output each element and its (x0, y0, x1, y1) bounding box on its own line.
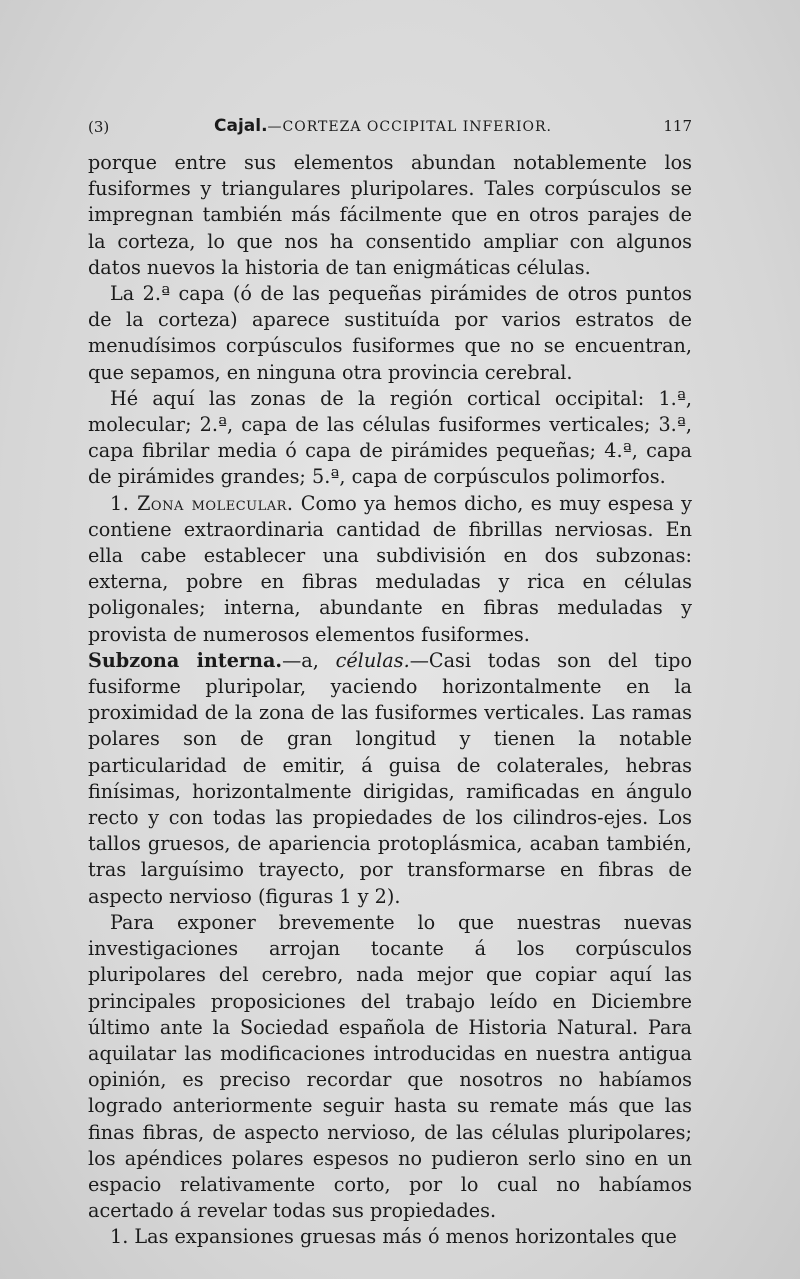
running-header (88, 116, 692, 138)
section-heading-zona-molecular: 1. Zona molecular. (110, 491, 294, 515)
paragraph-4 (88, 491, 692, 648)
body-text (88, 150, 692, 1251)
chapter-title: —CORTEZA OCCIPITAL INFERIOR. (267, 119, 552, 135)
paragraph-3: Hé aquí las zonas de la región cortical occipital: 1.ª, molecular; 2.ª, capa de las células fusiformes verticales; 3.ª, capa fibrilar media ó capa de pirámides pequeñas; 4.ª, capa de pirámides grandes; 5.ª, capa de corpúsculos polimorfos. (88, 386, 692, 489)
paragraph-5-italic: células. (335, 648, 410, 672)
paragraph-6: Para exponer brevemente lo que nuestras nuevas investigaciones arrojan tocante á los corpúsculos pluripolares del cerebro, nada mejor que copiar aquí las principales proposiciones del trabajo leído en Diciembre último ante la Sociedad española de Historia Natural. Para aquilatar las modificaciones introducidas en nuestra antigua opinión, es preciso recordar que nosotros no habíamos logrado anteriormente seguir hasta su remate más que las finas fibras, de aspecto nervioso, de las células pluripolares; los apéndices polares espesos no pudieron serlo sino en un espacio relativamente corto, por lo cual no habíamos acertado á revelar todas sus propiedades. (88, 910, 692, 1223)
paragraph-4-text: Como ya hemos dicho, es muy espesa y contiene extraordinaria cantidad de fibrillas nerviosas. En ella cabe establecer una subdivisión en dos subzonas: externa, pobre en fibras meduladas y rica en células poligonales; interna, abundante en fibras meduladas y provista de numerosos elementos fusiformes. (88, 491, 692, 646)
paragraph-5-sep: —a, (282, 648, 336, 672)
author-name: Cajal. (214, 116, 268, 136)
paragraph-5 (88, 648, 692, 910)
signature-mark: (3) (88, 118, 110, 136)
paragraph-1: porque entre sus elementos abundan notablemente los fusiformes y triangulares pluripolares. Tales corpúsculos se impregnan también más fácilmente que en otros parajes de la corteza, lo que nos ha consentido ampliar con algunos datos nuevos la historia de tan enigmáticas células. (88, 151, 692, 279)
page-number: 117 (663, 117, 692, 135)
running-title (214, 116, 552, 136)
paragraph-2: La 2.ª capa (ó de las pequeñas pirámides de otros puntos de la corteza) aparece sustituída por varios estratos de menudísimos corpúsculos fusiformes que no se encuentran, que sepamos, en ninguna otra provincia cerebral. (88, 282, 692, 384)
paragraph-5-text: —Casi todas son del tipo fusiforme pluripolar, yaciendo horizontalmente en la proximidad de la zona de las fusiformes verticales. Las ramas polares son de gran longitud y tienen la notable particularidad de emitir, á guisa de colaterales, hebras finísimas, horizontalmente dirigidas, ramificadas en ángulo recto y con todas las propiedades de los cilindros-ejes. Los tallos gruesos, de apariencia protoplásmica, acaban también, tras larguísimo trayecto, por transformarse en fibras de aspecto nervioso (figuras 1 y 2). (88, 648, 692, 908)
subsection-heading-subzona-interna: Subzona interna. (88, 648, 283, 672)
paragraph-7: 1. Las expansiones gruesas más ó menos horizontales que (110, 1225, 677, 1249)
